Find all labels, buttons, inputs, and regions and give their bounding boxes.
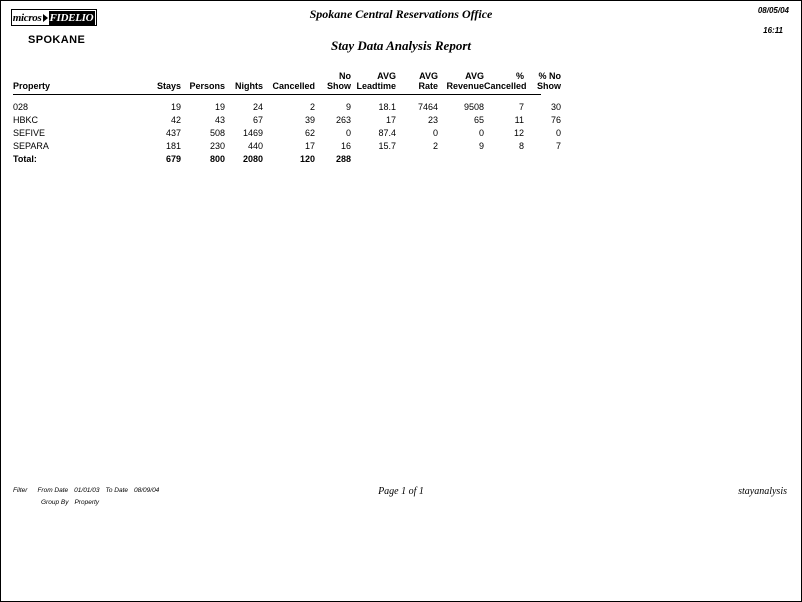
logo-left-text: micros	[12, 11, 42, 24]
col-header-avg-leadtime-line1: AVG	[377, 71, 396, 81]
office-title: Spokane Central Reservations Office	[309, 7, 493, 21]
cell-pct-no-show: 30	[550, 102, 561, 112]
table-row	[13, 114, 561, 127]
cell-avg-leadtime: 18.1	[378, 102, 396, 112]
col-header-avg-leadtime-line2: Leadtime	[356, 81, 396, 91]
cell-property: 028	[13, 102, 29, 112]
report-id: stayanalysis	[738, 486, 787, 497]
cell-nights: 67	[252, 115, 263, 125]
cell-cancelled: 2	[309, 102, 315, 112]
col-header-avg-leadtime	[351, 71, 396, 93]
cell-avg-leadtime: 15.7	[378, 141, 396, 151]
report-date: 08/05/04	[757, 6, 789, 15]
table-row	[13, 140, 561, 153]
col-header-pct-no-show-line1: % No	[538, 71, 561, 81]
cell-avg-revenue: 65	[473, 115, 484, 125]
to-date-label: To Date	[105, 487, 128, 494]
property-name: SPOKANE	[28, 34, 86, 46]
total-label: Total:	[13, 154, 37, 164]
cell-property: HBKC	[13, 115, 39, 125]
total-cancelled: 120	[299, 154, 315, 164]
cell-persons: 43	[214, 115, 225, 125]
cell-cancelled: 39	[304, 115, 315, 125]
report-time: 16:11	[763, 26, 783, 35]
col-header-pct-no-show-line2: Show	[537, 81, 561, 91]
cell-stays: 42	[170, 115, 181, 125]
filter-label: Filter	[13, 487, 28, 494]
table-header-row	[13, 71, 561, 93]
col-header-nights: Nights	[235, 81, 263, 91]
cell-pct-no-show: 7	[555, 141, 561, 151]
cell-pct-cancelled: 7	[518, 102, 524, 112]
cell-persons: 508	[209, 128, 225, 138]
col-header-avg-rate	[396, 71, 438, 93]
total-avg-revenue	[438, 153, 484, 166]
cell-avg-leadtime: 17	[385, 115, 396, 125]
cell-avg-rate: 23	[427, 115, 438, 125]
col-header-no-show-line1: No	[339, 71, 351, 81]
cell-pct-cancelled: 12	[513, 128, 524, 138]
cell-avg-rate: 2	[432, 141, 438, 151]
cell-cancelled: 62	[304, 128, 315, 138]
total-avg-leadtime	[351, 153, 396, 166]
logo-right-text: FIDELIO	[49, 11, 94, 24]
cell-stays: 19	[170, 102, 181, 112]
cell-nights: 440	[247, 141, 263, 151]
col-header-avg-rate-line1: AVG	[419, 71, 438, 81]
cell-avg-rate: 7464	[417, 102, 438, 112]
from-date-label: From Date	[37, 487, 69, 494]
table-row	[13, 101, 561, 114]
cell-property: SEFIVE	[13, 128, 46, 138]
col-header-avg-revenue-line1: AVG	[465, 71, 484, 81]
col-header-pct-cancelled-line2: Cancelled	[484, 81, 527, 91]
cell-stays: 181	[165, 141, 181, 151]
col-header-no-show-line2: Show	[327, 81, 351, 91]
col-header-property: Property	[13, 81, 51, 91]
from-date-value: 01/01/03	[74, 487, 100, 494]
cell-stays: 437	[165, 128, 181, 138]
cell-cancelled: 17	[304, 141, 315, 151]
col-header-avg-revenue-line2: Revenue	[446, 81, 484, 91]
col-header-stays: Stays	[156, 81, 181, 91]
col-header-avg-revenue	[438, 71, 484, 93]
report-table-container	[13, 71, 561, 166]
cell-no-show: 9	[345, 102, 351, 112]
total-pct-cancelled	[484, 153, 524, 166]
cell-pct-no-show: 0	[555, 128, 561, 138]
cell-nights: 1469	[242, 128, 263, 138]
col-header-persons: Persons	[189, 81, 225, 91]
col-header-no-show	[315, 71, 351, 93]
cell-pct-cancelled: 8	[518, 141, 524, 151]
cell-avg-revenue: 9	[478, 141, 484, 151]
to-date-value: 08/09/04	[134, 487, 160, 494]
group-by-value: Property	[74, 499, 100, 506]
col-header-pct-cancelled	[484, 71, 527, 93]
cell-pct-cancelled: 11	[514, 115, 524, 125]
stay-data-body	[13, 95, 561, 166]
total-avg-rate	[396, 153, 438, 166]
total-no-show: 288	[335, 154, 351, 164]
total-nights: 2080	[242, 154, 263, 164]
cell-persons: 230	[209, 141, 225, 151]
cell-avg-revenue: 9508	[463, 102, 484, 112]
cell-avg-rate: 0	[432, 128, 438, 138]
total-stays: 679	[165, 154, 181, 164]
col-header-cancelled: Cancelled	[272, 81, 315, 91]
col-header-avg-rate-line2: Rate	[418, 81, 438, 91]
cell-persons: 19	[214, 102, 225, 112]
cell-no-show: 16	[340, 141, 351, 151]
table-total-row	[13, 153, 561, 166]
col-header-pct-cancelled-line1: %	[515, 71, 524, 81]
cell-property: SEPARA	[13, 141, 49, 151]
total-persons: 800	[209, 154, 225, 164]
cell-avg-revenue: 0	[478, 128, 484, 138]
cell-no-show: 0	[345, 128, 351, 138]
cell-avg-leadtime: 87.4	[378, 128, 396, 138]
table-row	[13, 127, 561, 140]
cell-nights: 24	[252, 102, 263, 112]
cell-no-show: 263	[335, 115, 351, 125]
cell-pct-no-show: 76	[550, 115, 561, 125]
stay-data-table	[13, 71, 561, 93]
col-header-pct-no-show	[524, 71, 561, 93]
report-title: Stay Data Analysis Report	[330, 38, 471, 53]
total-pct-no-show	[524, 153, 561, 166]
group-by-label: Group By	[41, 499, 69, 506]
page-number: Page 1 of 1	[378, 486, 424, 497]
